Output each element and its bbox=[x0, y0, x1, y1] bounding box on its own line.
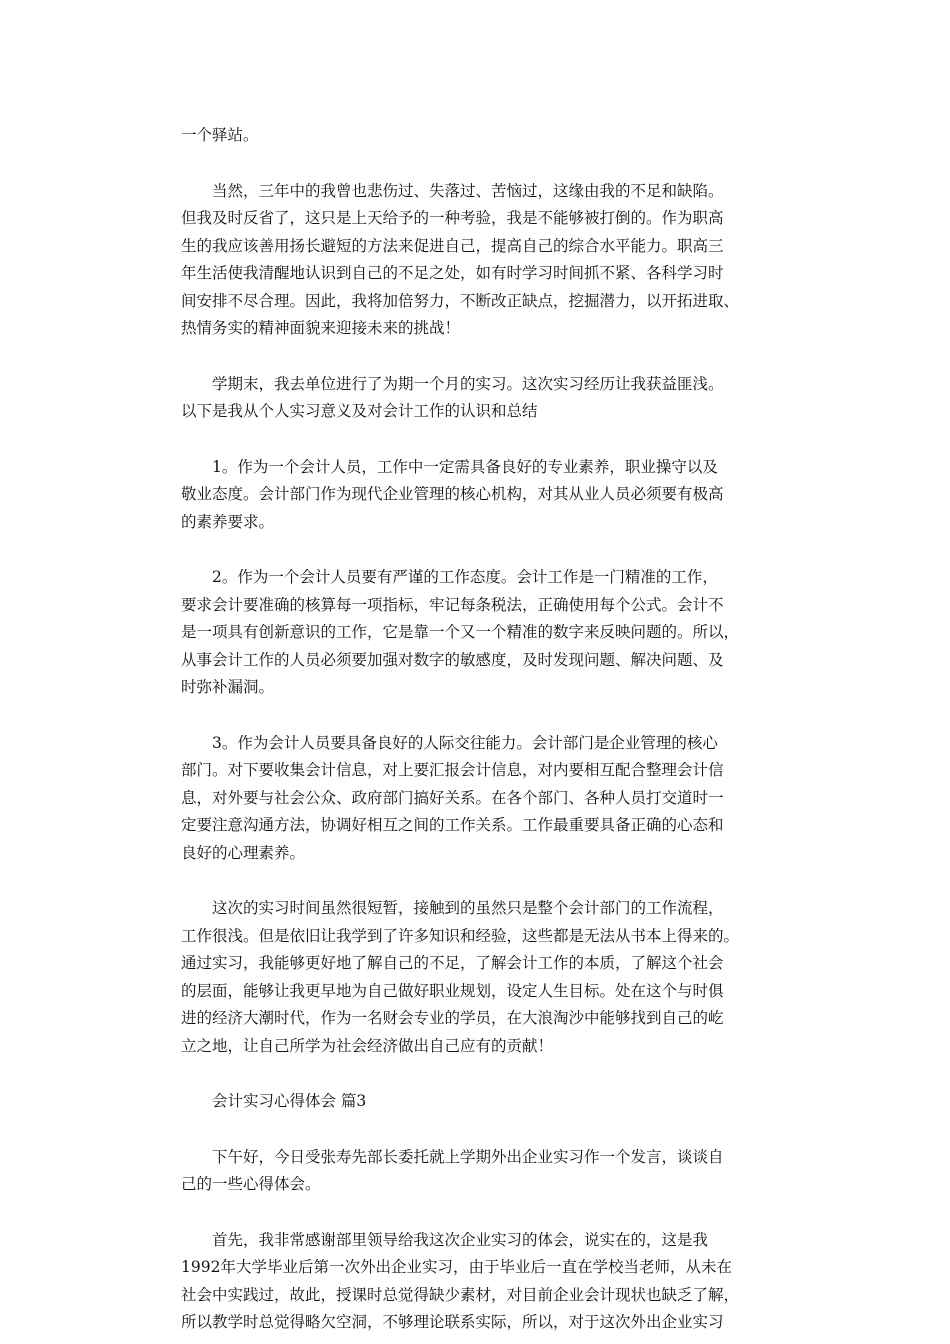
paragraph-3 bbox=[181, 371, 781, 426]
text-line: 良好的心理素养。 bbox=[181, 843, 306, 862]
text-line: 敬业态度。会计部门作为现代企业管理的核心机构，对其从业人员必须要有极高 bbox=[181, 485, 724, 503]
text-line: 是一项具有创新意识的工作，它是靠一个又一个精准的数字来反映问题的。所以， bbox=[181, 623, 740, 641]
paragraph-2 bbox=[181, 178, 781, 343]
paragraph-6 bbox=[181, 730, 781, 868]
text-line: 立之地，让自己所学为社会经济做出自己应有的贡献！ bbox=[181, 1036, 554, 1055]
paragraph-5 bbox=[181, 564, 781, 702]
text-line: 学期末，我去单位进行了为期一个月的实习。这次实习经历让我获益匪浅。 bbox=[212, 374, 724, 393]
text-line: 3。作为会计人员要具备良好的人际交往能力。会计部门是企业管理的核心 bbox=[212, 733, 718, 752]
text-line: 进的经济大潮时代，作为一名财会专业的学员，在大浪淘沙中能够找到自己的屹 bbox=[181, 1009, 724, 1027]
text-line: 息，对外要与社会公众、政府部门搞好关系。在各个部门、各种人员打交道时一 bbox=[181, 788, 724, 807]
paragraph-8 bbox=[181, 1144, 781, 1199]
paragraph-7 bbox=[181, 895, 781, 1060]
text-line: 通过实习，我能够更好地了解自己的不足，了解会计工作的本质，了解这个社会 bbox=[181, 954, 724, 972]
text-line: 部门。对下要收集会计信息，对上要汇报会计信息，对内要相互配合整理会计信 bbox=[181, 761, 724, 779]
text-line: 从事会计工作的人员必须要加强对数字的敏感度，及时发现问题、解决问题、及 bbox=[181, 650, 724, 669]
text-line: 1992年大学毕业后第一次外出企业实习，由于毕业后一直在学校当老师，从未在 bbox=[181, 1258, 732, 1276]
text-line: 以下是我从个人实习意义及对会计工作的认识和总结 bbox=[181, 402, 538, 420]
text-line: 所以教学时总觉得略欠空洞，不够理论联系实际，所以，对于这次外出企业实习 bbox=[181, 1313, 724, 1331]
text-line: 的素养要求。 bbox=[181, 512, 275, 531]
paragraph-9 bbox=[181, 1227, 781, 1337]
paragraph-1 bbox=[181, 122, 781, 150]
text-line: 社会中实践过，故此，授课时总觉得缺少素材，对目前企业会计现状也缺乏了解， bbox=[181, 1285, 740, 1304]
text-line: 但我及时反省了，这只是上天给予的一种考验，我是不能够被打倒的。作为职高 bbox=[181, 209, 724, 227]
text-line: 年生活使我清醒地认识到自己的不足之处，如有时学习时间抓不紧、各科学习时 bbox=[181, 264, 724, 282]
text-line: 2。作为一个会计人员要有严谨的工作态度。会计工作是一门精准的工作， bbox=[212, 568, 718, 586]
text-line: 热情务实的精神面貌来迎接未来的挑战！ bbox=[181, 319, 461, 337]
text-line: 生的我应该善用扬长避短的方法来促进自己，提高自己的综合水平能力。职高三 bbox=[181, 236, 724, 255]
paragraph-4 bbox=[181, 454, 781, 537]
text-line: 当然，三年中的我曾也悲伤过、失落过、苦恼过，这缘由我的不足和缺陷。 bbox=[212, 181, 724, 200]
text-line: 工作很浅。但是依旧让我学到了许多知识和经验，这些都是无法从书本上得来的。 bbox=[181, 926, 740, 945]
text-line: 1。作为一个会计人员，工作中一定需具备良好的专业素养，职业操守以及 bbox=[212, 457, 718, 476]
text-line: 时弥补漏洞。 bbox=[181, 678, 275, 696]
section-title: 会计实习心得体会 篇3 bbox=[212, 1092, 367, 1110]
text-line: 一个驿站。 bbox=[181, 126, 259, 144]
text-line: 首先，我非常感谢部里领导给我这次企业实习的体会，说实在的，这是我 bbox=[212, 1230, 709, 1249]
text-line: 下午好，今日受张寿先部长委托就上学期外出企业实习作一个发言，谈谈自 bbox=[212, 1147, 724, 1166]
text-line: 间安排不尽合理。因此，我将加倍努力，不断改正缺点，挖掘潜力，以开拓进取、 bbox=[181, 291, 740, 310]
section-heading bbox=[181, 1088, 781, 1116]
text-line: 这次的实习时间虽然很短暂，接触到的虽然只是整个会计部门的工作流程， bbox=[212, 899, 724, 917]
text-line: 己的一些心得体会。 bbox=[181, 1175, 321, 1193]
text-line: 定要注意沟通方法，协调好相互之间的工作关系。工作最重要具备正确的心态和 bbox=[181, 816, 724, 834]
document-page bbox=[181, 122, 781, 1337]
text-line: 的层面，能够让我更早地为自己做好职业规划，设定人生目标。处在这个与时俱 bbox=[181, 981, 724, 1000]
text-line: 要求会计要准确的核算每一项指标，牢记每条税法，正确使用每个公式。会计不 bbox=[181, 595, 724, 614]
